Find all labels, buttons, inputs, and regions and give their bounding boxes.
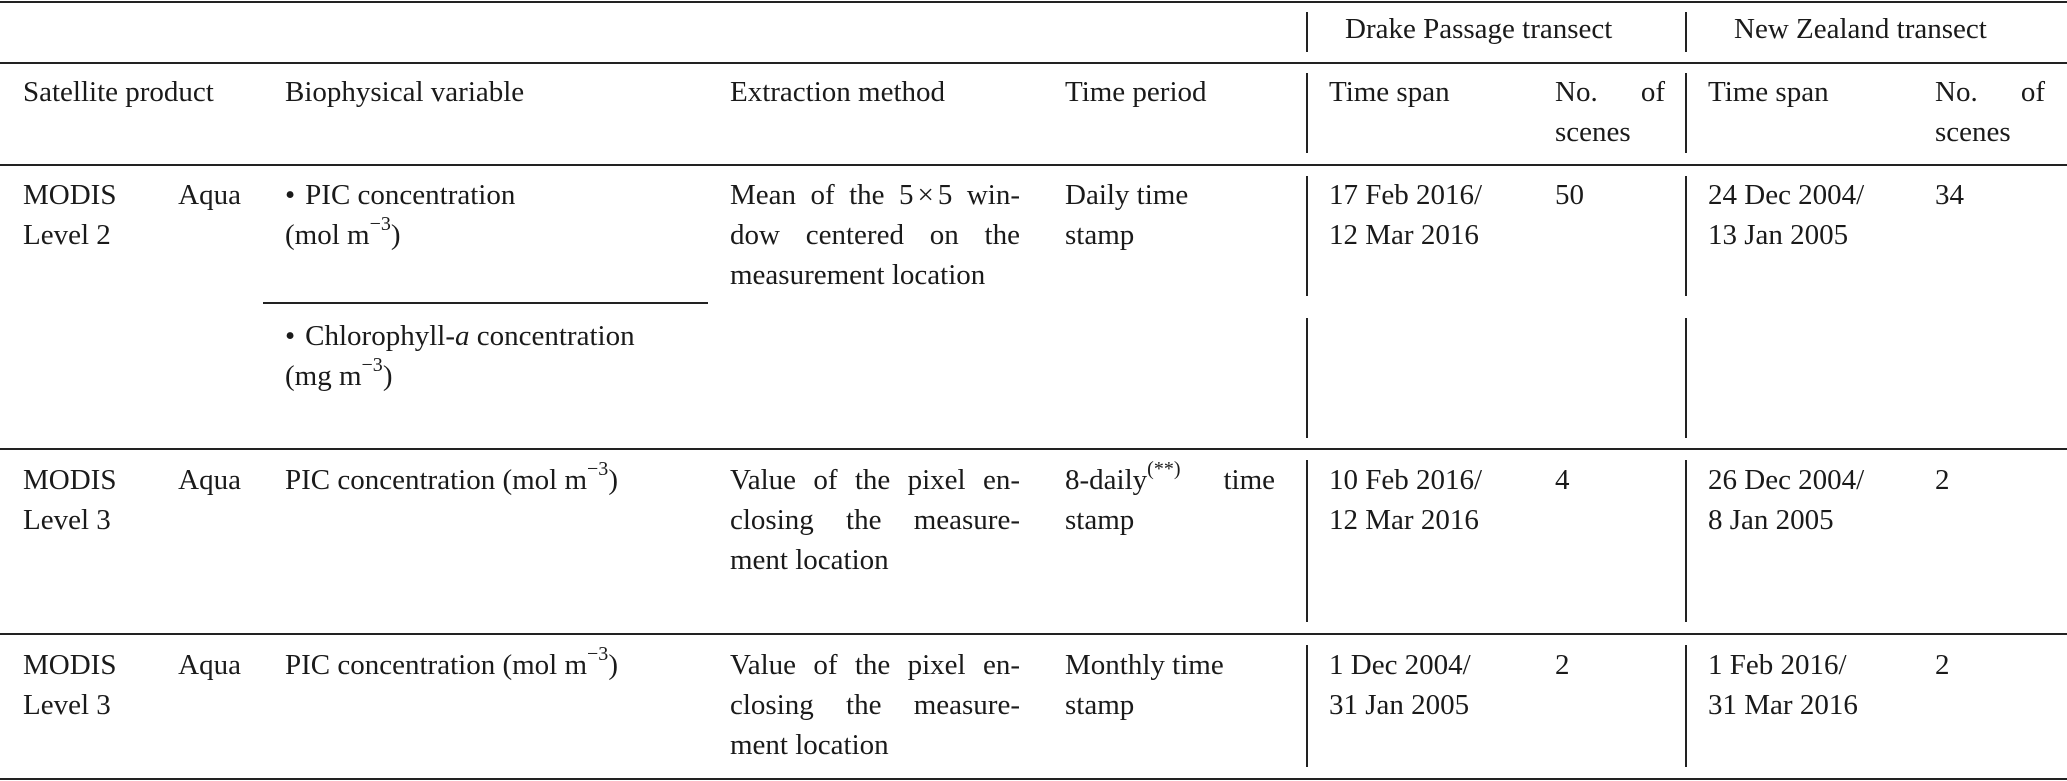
row1-method-word: on: [929, 219, 959, 251]
row2-variable-exponent: −3: [587, 458, 609, 480]
row3-method-line1: [730, 645, 1020, 685]
row1-method-line2: [730, 215, 1020, 255]
vrule-nz-r1b: [1685, 318, 1687, 438]
vrule-drake-r2: [1306, 460, 1308, 622]
row2-period-text: 8-daily: [1065, 464, 1148, 496]
row2-period-line2: stamp: [1065, 504, 1135, 536]
row1-variable1-close: ): [390, 219, 401, 251]
row2-period-line1: [1065, 460, 1275, 500]
row2-dp-span-line1: 10 Feb 2016/: [1329, 464, 1483, 496]
row1-variable2-text2: concentration: [469, 320, 635, 352]
row3-variable-text: PIC concentration (mol m: [285, 649, 588, 681]
table-top-rule: [0, 1, 2067, 3]
row2-method-word: pixel: [907, 464, 966, 496]
row1-variable1-line2: [285, 215, 401, 255]
row3-period-line2: stamp: [1065, 689, 1135, 721]
col-header-dp-span: Time span: [1329, 76, 1450, 108]
col-header-product: Satellite product: [23, 76, 214, 108]
row2-method-word: measure-: [913, 504, 1020, 536]
row1-dp-scenes: 50: [1555, 179, 1584, 211]
row1-method-word: of: [810, 179, 835, 211]
row3-dp-span-line1: 1 Dec 2004/: [1329, 649, 1471, 681]
row2-method-word: the: [854, 464, 891, 496]
row3-nz-span-line2: 31 Mar 2016: [1708, 689, 1858, 721]
row-divider-1: [0, 448, 2067, 450]
row1-variable2-italic: a: [455, 320, 470, 352]
row2-dp-span-line2: 12 Mar 2016: [1329, 504, 1479, 536]
row1-method-word: the: [984, 219, 1020, 251]
col-header-nz-of-word: of: [2020, 76, 2045, 108]
row1-product-line2: Level 2: [23, 219, 111, 251]
row1-variable2-exponent: −3: [361, 354, 383, 376]
col-header-nz-scenes: scenes: [1935, 116, 2011, 148]
row3-product-word1: MODIS: [23, 649, 117, 681]
vrule-drake-r1b: [1306, 318, 1308, 438]
header-group-nz: New Zealand transect: [1734, 13, 1987, 45]
row2-method-word: of: [813, 464, 838, 496]
row3-nz-span-line1: 1 Feb 2016/: [1708, 649, 1847, 681]
row1-method-word: centered: [805, 219, 904, 251]
row3-nz-scenes: 2: [1935, 649, 1950, 681]
col-header-dp-scenes: scenes: [1555, 116, 1631, 148]
col-header-method: Extraction method: [730, 76, 946, 108]
row2-product-line1: [23, 460, 241, 500]
row2-period-time: time: [1223, 464, 1275, 496]
vrule-drake-group: [1306, 12, 1308, 52]
row3-method-word: measure-: [913, 689, 1020, 721]
row1-variable-divider: [263, 302, 708, 304]
row3-product-word2: Aqua: [178, 649, 241, 681]
row2-product-word1: MODIS: [23, 464, 117, 496]
vrule-nz-r1a: [1685, 176, 1687, 296]
vrule-drake-r1a: [1306, 176, 1308, 296]
row3-method-line3: ment location: [730, 729, 889, 761]
row1-dp-span-line1: 17 Feb 2016/: [1329, 179, 1483, 211]
row3-method-word: pixel: [907, 649, 966, 681]
row2-nz-span-line1: 26 Dec 2004/: [1708, 464, 1865, 496]
row1-variable1-line1: [285, 175, 515, 215]
row1-variable2-text: Chlorophyll-: [305, 320, 455, 352]
row1-method-word: the: [849, 179, 885, 211]
row3-method-word: closing: [730, 689, 814, 721]
vrule-drake-header: [1306, 73, 1308, 153]
row1-method-num: 5: [899, 179, 914, 211]
row3-method-line2: [730, 685, 1020, 725]
row2-product-line2: Level 3: [23, 504, 111, 536]
row1-period-line2: stamp: [1065, 219, 1135, 251]
row3-method-word: the: [846, 689, 882, 721]
row1-dp-span-line2: 12 Mar 2016: [1329, 219, 1479, 251]
row1-variable1-exponent: −3: [369, 213, 391, 235]
row3-method-word: of: [813, 649, 838, 681]
row2-product-word2: Aqua: [178, 464, 241, 496]
row3-dp-scenes: 2: [1555, 649, 1570, 681]
row2-variable: [285, 460, 618, 500]
row1-variable2-close: ): [382, 360, 393, 392]
row1-method-word: win-: [966, 179, 1020, 211]
row3-period-line1: Monthly time: [1065, 649, 1224, 681]
header-group-rule: [0, 62, 2067, 64]
row2-variable-text: PIC concentration (mol m: [285, 464, 588, 496]
row1-nz-span-line1: 24 Dec 2004/: [1708, 179, 1865, 211]
col-header-nz-no: [1935, 72, 2045, 112]
row1-product-word2: Aqua: [178, 179, 241, 211]
col-header-variable: Biophysical variable: [285, 76, 525, 108]
row2-method-line2: [730, 500, 1020, 540]
row1-method-line3: measurement location: [730, 259, 986, 291]
vrule-nz-header: [1685, 73, 1687, 153]
row1-variable1-unit: (mol m: [285, 219, 370, 251]
row2-method-word: Value: [730, 464, 797, 496]
vrule-drake-r3: [1306, 645, 1308, 767]
row3-product-line1: [23, 645, 241, 685]
row1-product-word1: MODIS: [23, 179, 117, 211]
row2-method-line3: ment location: [730, 544, 889, 576]
row1-period-line1: Daily time: [1065, 179, 1189, 211]
row2-method-word: the: [846, 504, 882, 536]
row-divider-2: [0, 633, 2067, 635]
row2-nz-span-line2: 8 Jan 2005: [1708, 504, 1834, 536]
row1-variable2-line2: [285, 356, 392, 396]
row1-product-line1: [23, 175, 241, 215]
vrule-nz-r2: [1685, 460, 1687, 622]
row1-method-times: ×: [917, 179, 934, 211]
row3-variable-close: ): [608, 649, 618, 681]
row1-method-line1: [730, 175, 1020, 215]
row2-dp-scenes: 4: [1555, 464, 1570, 496]
col-header-period: Time period: [1065, 76, 1207, 108]
row2-variable-close: ): [608, 464, 618, 496]
col-header-nz-span: Time span: [1708, 76, 1829, 108]
row2-method-line1: [730, 460, 1020, 500]
header-group-drake: Drake Passage transect: [1345, 13, 1613, 45]
row1-nz-scenes: 34: [1935, 179, 1964, 211]
row3-method-word: the: [854, 649, 891, 681]
vrule-nz-r3: [1685, 645, 1687, 767]
col-header-dp-no: [1555, 72, 1665, 112]
row1-method-num: 5: [937, 179, 953, 211]
col-header-dp-of-word: of: [1640, 76, 1665, 108]
col-header-dp-no-word: No.: [1555, 76, 1598, 108]
row2-period-daily: [1065, 460, 1180, 500]
row3-dp-span-line2: 31 Jan 2005: [1329, 689, 1470, 721]
row3-product-line2: Level 3: [23, 689, 111, 721]
bullet-icon: •: [285, 179, 296, 211]
row1-nz-span-line2: 13 Jan 2005: [1708, 219, 1849, 251]
row3-variable-exponent: −3: [587, 643, 609, 665]
row1-variable2-line1: [285, 316, 635, 356]
row2-method-word: en-: [982, 464, 1020, 496]
vrule-nz-group: [1685, 12, 1687, 52]
row2-nz-scenes: 2: [1935, 464, 1950, 496]
row2-period-footnote: (**): [1147, 458, 1181, 480]
row1-method-window: [899, 175, 952, 215]
row3-variable: [285, 645, 618, 685]
bullet-icon: •: [285, 320, 296, 352]
col-header-nz-no-word: No.: [1935, 76, 1978, 108]
table-bottom-rule: [0, 778, 2067, 780]
row3-method-word: en-: [982, 649, 1020, 681]
row1-variable1-text: PIC concentration: [305, 179, 516, 211]
row1-variable2-unit: (mg m: [285, 360, 362, 392]
row2-method-word: closing: [730, 504, 814, 536]
header-bottom-rule: [0, 164, 2067, 166]
row3-method-word: Value: [730, 649, 797, 681]
row1-method-word: Mean: [730, 179, 797, 211]
row1-method-word: dow: [730, 219, 780, 251]
